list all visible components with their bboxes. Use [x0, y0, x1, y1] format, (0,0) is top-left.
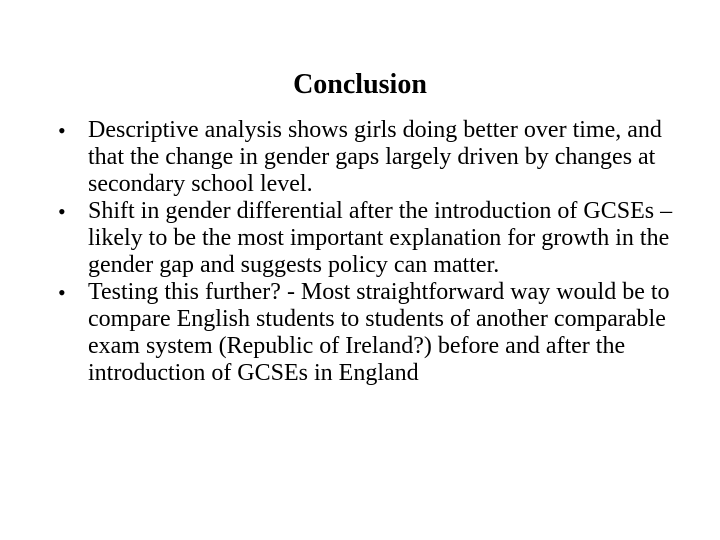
bullet-item	[58, 198, 678, 279]
bullet-icon: •	[58, 199, 66, 224]
bullet-text: Testing this further? - Most straightforward way would be to compare English students to students of another comparable exam system (Republic of Ireland?) before and after the introduction of GCSEs in England	[88, 279, 670, 386]
bullet-item	[58, 117, 678, 198]
bullet-text: Shift in gender differential after the introduction of GCSEs – likely to be the most important explanation for growth in the gender gap and suggests policy can matter.	[88, 198, 673, 278]
bullet-icon: •	[58, 280, 66, 305]
bullet-list	[58, 117, 678, 387]
slide-title: Conclusion	[293, 69, 427, 100]
bullet-icon: •	[58, 118, 66, 143]
bullet-text: Descriptive analysis shows girls doing better over time, and that the change in gender gaps largely driven by changes at secondary school level.	[88, 117, 662, 197]
bullet-item	[58, 279, 678, 387]
